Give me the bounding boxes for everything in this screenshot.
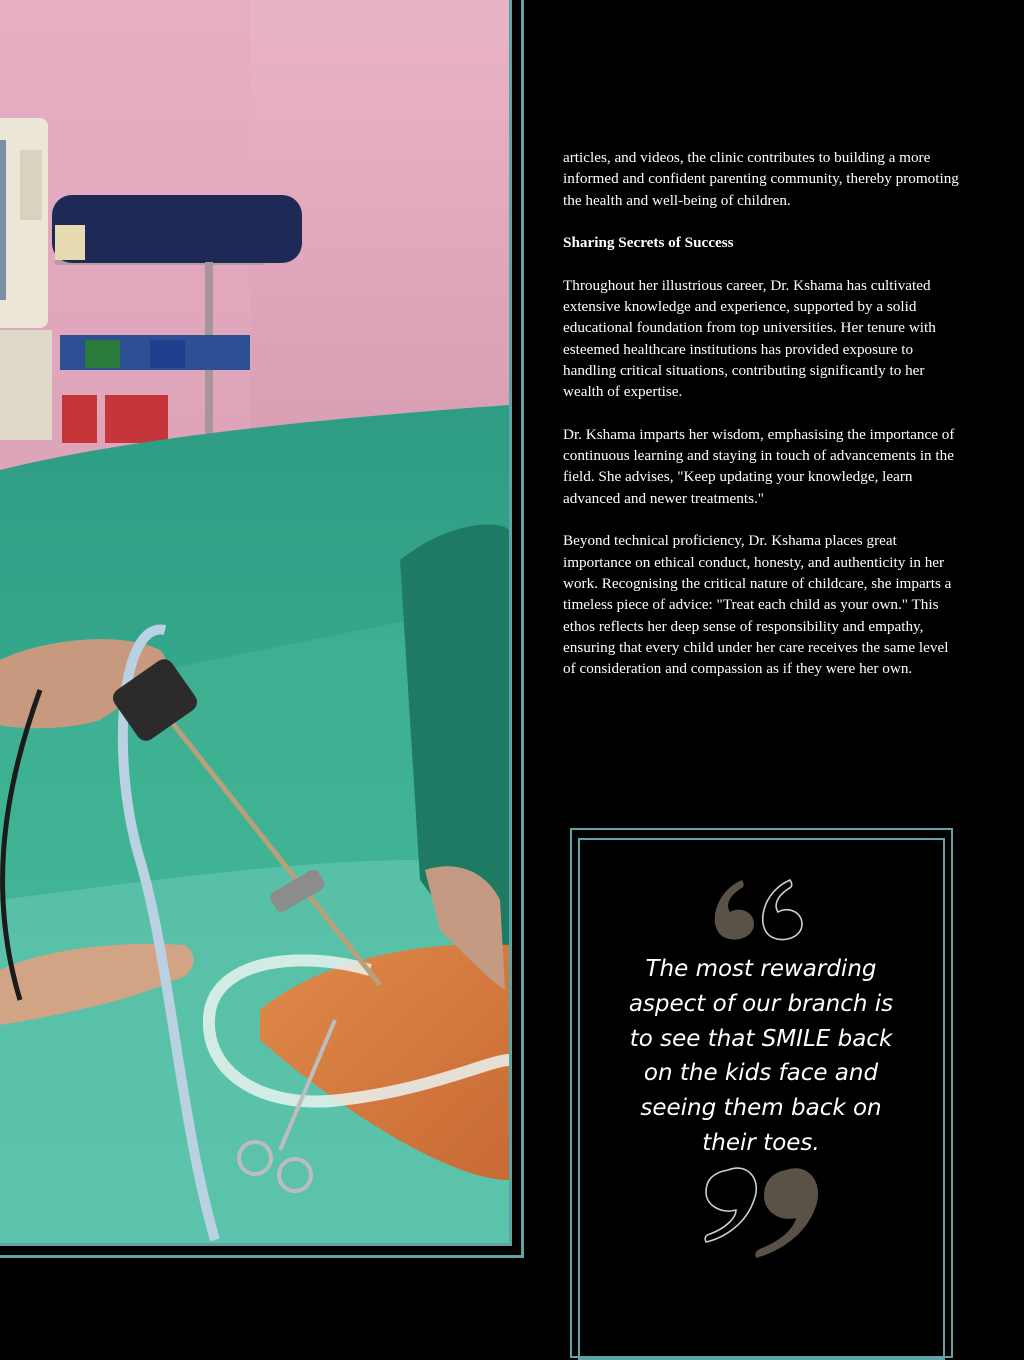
section-heading: Sharing Secrets of Success <box>563 234 734 252</box>
pull-quote-text: The most rewarding aspect of our branch is to see that SMILE back on the kids face and seeing them back on their toes. <box>628 956 894 1156</box>
article-body <box>563 147 963 701</box>
article-intro-paragraph: articles, and videos, the clinic contributes to building a more informed and confident parenting community, thereby promoting the health and well-being of children. <box>563 149 959 209</box>
open-quote-icon <box>714 872 810 944</box>
article-paragraph-2: Dr. Kshama imparts her wisdom, emphasising the importance of continuous learning and staying in touch of advancements in the field. She advises, "Keep updating your knowledge, learn advanced and newer treatments." <box>563 425 955 507</box>
photo-panel <box>0 0 524 1260</box>
surgery-photo <box>0 0 509 1243</box>
article-paragraph-3: Beyond technical proficiency, Dr. Kshama places great importance on ethical conduct, honesty, and authenticity in her work. Recognising the critical nature of childcare, she imparts a timeless piece of advice: "Treat each child as your own." This ethos reflects her deep sense of responsibility and empathy, ensuring that every child under her care receives the same level of consideration and compassion as if they were her own. <box>563 532 952 678</box>
close-quote-icon <box>702 1166 822 1258</box>
article-paragraph-1: Throughout her illustrious career, Dr. Kshama has cultivated extensive knowledge and experience, supported by a solid educational foundation from top universities. Her tenure with esteemed healthcare institutions has provided exposure to handling critical situations, contributing significantly to her wealth of expertise. <box>563 276 936 401</box>
photo-frame-inner <box>0 0 512 1246</box>
